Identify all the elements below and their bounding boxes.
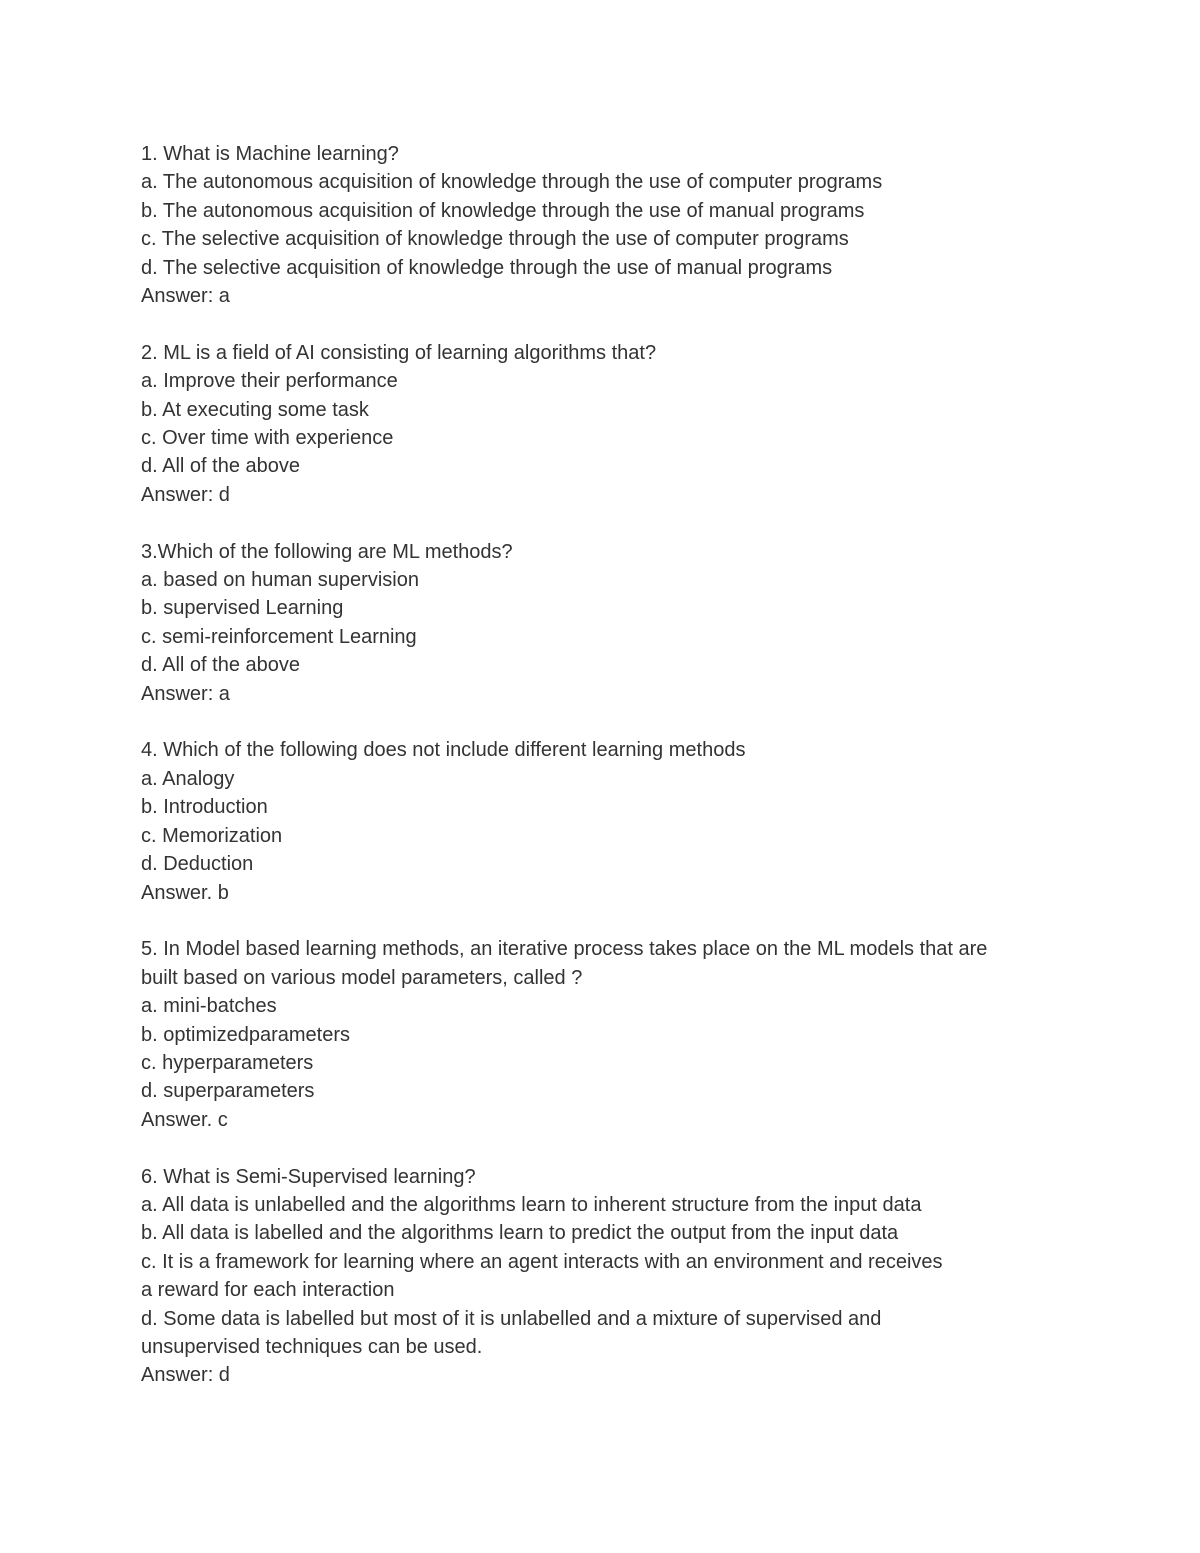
option-c: c. The selective acquisition of knowledge through the use of computer programs [141,228,849,251]
question-prompt: 3.Which of the following are ML methods? [141,540,513,563]
option-a: a. mini-batches [141,995,277,1018]
option-c: c. semi-reinforcement Learning [141,625,417,648]
question-prompt-line-1: 5. In Model based learning methods, an iterative process takes place on the ML models that are [141,938,988,961]
option-c-line-1: c. It is a framework for learning where an agent interacts with an environment and receives [141,1250,943,1273]
option-a: a. Analogy [141,767,235,790]
option-c: c. hyperparameters [141,1051,314,1074]
question-4 [141,736,1101,906]
question-6 [141,1163,1101,1390]
option-a: a. The autonomous acquisition of knowledge through the use of computer programs [141,171,883,194]
option-a: a. based on human supervision [141,569,419,592]
option-a: a. All data is unlabelled and the algorithms learn to inherent structure from the input data [141,1193,922,1216]
option-b: b. Introduction [141,796,268,819]
option-b: b. optimizedparameters [141,1023,350,1046]
question-prompt: 4. Which of the following does not include different learning methods [141,739,746,762]
option-b: b. At executing some task [141,398,369,421]
question-2 [141,339,1101,509]
option-c: c. Memorization [141,824,283,847]
answer: Answer: d [141,1364,230,1387]
answer: Answer: a [141,285,230,308]
option-d: d. The selective acquisition of knowledge through the use of manual programs [141,256,833,279]
option-b: b. The autonomous acquisition of knowledge through the use of manual programs [141,199,865,222]
option-b: b. All data is labelled and the algorithms learn to predict the output from the input data [141,1222,899,1245]
quiz-content [141,140,1101,1418]
answer: Answer: d [141,483,230,506]
question-prompt-line-2: built based on various model parameters, called ? [141,966,583,989]
question-prompt: 2. ML is a field of AI consisting of learning algorithms that? [141,341,657,364]
option-d-line-1: d. Some data is labelled but most of it is unlabelled and a mixture of supervised and [141,1307,882,1330]
question-3 [141,538,1101,708]
option-b: b. supervised Learning [141,597,344,620]
answer: Answer. b [141,881,229,904]
option-d: d. All of the above [141,654,301,677]
option-c-line-2: a reward for each interaction [141,1279,395,1302]
question-5 [141,935,1101,1134]
answer: Answer. c [141,1108,228,1131]
question-prompt: 6. What is Semi-Supervised learning? [141,1165,476,1188]
option-c: c. Over time with experience [141,427,394,450]
option-d: d. superparameters [141,1080,315,1103]
option-d: d. All of the above [141,455,301,478]
option-d: d. Deduction [141,853,254,876]
option-d-line-2: unsupervised techniques can be used. [141,1335,483,1358]
question-prompt: 1. What is Machine learning? [141,143,399,165]
option-a: a. Improve their performance [141,370,398,393]
question-1 [141,140,1101,310]
answer: Answer: a [141,682,230,705]
